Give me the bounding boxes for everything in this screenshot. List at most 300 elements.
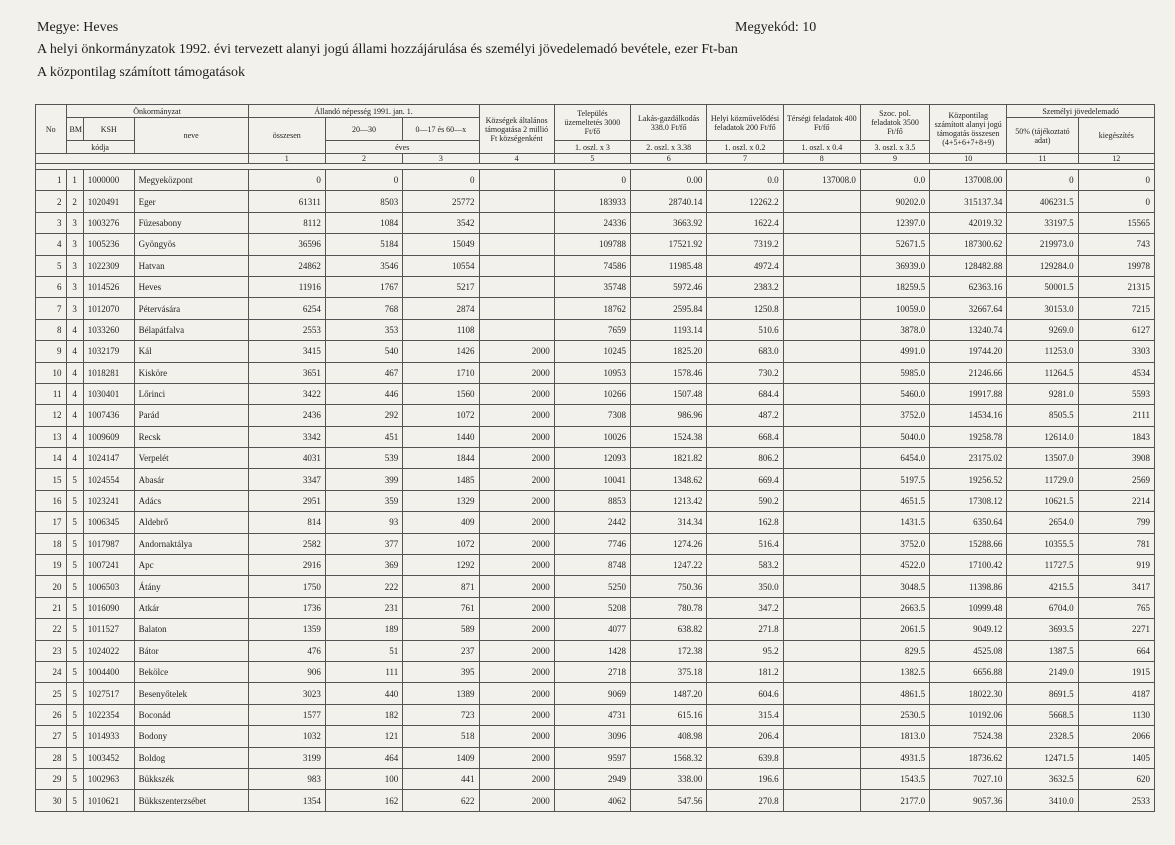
cell-kiegeszites: 3908 bbox=[1078, 448, 1154, 469]
cell-lakas: 1487.20 bbox=[631, 683, 707, 704]
cell-age-20-30: 100 bbox=[325, 768, 402, 789]
cell-lakas: 5972.46 bbox=[631, 276, 707, 297]
cell-tersegi bbox=[783, 490, 860, 511]
cell-tersegi bbox=[783, 640, 860, 661]
cell-no: 27 bbox=[36, 726, 67, 747]
cell-age-0-17: 1072 bbox=[403, 405, 479, 426]
col-lakas-header: Lakás-gazdálkodás 338.0 Ft/fő bbox=[631, 105, 707, 141]
cell-ksh: 1006503 bbox=[83, 576, 134, 597]
cell-helyi: 1250.8 bbox=[707, 298, 783, 319]
table-row bbox=[36, 234, 1155, 255]
cell-szoc: 4861.5 bbox=[860, 683, 929, 704]
cell-kiegeszites: 781 bbox=[1078, 533, 1154, 554]
cell-szja-50: 11253.0 bbox=[1007, 341, 1078, 362]
cell-age-0-17: 441 bbox=[403, 768, 479, 789]
cell-tersegi bbox=[783, 426, 860, 447]
cell-telepules: 2949 bbox=[554, 768, 630, 789]
cell-kiegeszites: 4534 bbox=[1078, 362, 1154, 383]
cell-kiegeszites: 3303 bbox=[1078, 341, 1154, 362]
cell-age-0-17: 1292 bbox=[403, 555, 479, 576]
cell-lakas: 375.18 bbox=[631, 661, 707, 682]
cell-bm: 2 bbox=[66, 191, 83, 212]
cell-osszesen: 983 bbox=[248, 768, 325, 789]
cell-ksh: 1023241 bbox=[83, 490, 134, 511]
cell-ksh: 1027517 bbox=[83, 683, 134, 704]
cell-tersegi bbox=[783, 576, 860, 597]
cell-helyi: 206.4 bbox=[707, 726, 783, 747]
cell-szja-50: 2149.0 bbox=[1007, 661, 1078, 682]
cell-tersegi bbox=[783, 469, 860, 490]
cell-name: Apc bbox=[134, 555, 248, 576]
cell-kiegeszites: 15565 bbox=[1078, 212, 1154, 233]
cell-lakas: 3663.92 bbox=[631, 212, 707, 233]
cell-ksh: 1024147 bbox=[83, 448, 134, 469]
col-lakas-sub: 2. oszl. x 3.38 bbox=[631, 141, 707, 154]
cell-age-20-30: 231 bbox=[325, 597, 402, 618]
cell-szoc: 1543.5 bbox=[860, 768, 929, 789]
cell-age-20-30: 111 bbox=[325, 661, 402, 682]
cell-name: Boldog bbox=[134, 747, 248, 768]
cell-telepules: 9597 bbox=[554, 747, 630, 768]
cell-telepules: 109788 bbox=[554, 234, 630, 255]
data-table-wrapper bbox=[35, 104, 1155, 812]
table-row bbox=[36, 255, 1155, 276]
cell-helyi: 2383.2 bbox=[707, 276, 783, 297]
cell-helyi: 271.8 bbox=[707, 619, 783, 640]
cell-kozpontilag: 18736.62 bbox=[930, 747, 1007, 768]
cell-no: 25 bbox=[36, 683, 67, 704]
cell-szoc: 4651.5 bbox=[860, 490, 929, 511]
cell-bm: 4 bbox=[66, 405, 83, 426]
cell-bm: 5 bbox=[66, 661, 83, 682]
cell-age-0-17: 395 bbox=[403, 661, 479, 682]
cell-kozsegek: 2000 bbox=[479, 747, 554, 768]
cell-kozpontilag: 187300.62 bbox=[930, 234, 1007, 255]
column-number: 1 bbox=[248, 154, 325, 164]
cell-lakas: 1274.26 bbox=[631, 533, 707, 554]
cell-name: Adács bbox=[134, 490, 248, 511]
cell-name: Pétervására bbox=[134, 298, 248, 319]
cell-age-20-30: 1084 bbox=[325, 212, 402, 233]
cell-osszesen: 3651 bbox=[248, 362, 325, 383]
cell-helyi: 669.4 bbox=[707, 469, 783, 490]
cell-telepules: 4077 bbox=[554, 619, 630, 640]
cell-helyi: 95.2 bbox=[707, 640, 783, 661]
cell-kozsegek bbox=[479, 170, 554, 191]
cell-telepules: 7308 bbox=[554, 405, 630, 426]
cell-no: 22 bbox=[36, 619, 67, 640]
cell-szja-50: 5668.5 bbox=[1007, 704, 1078, 725]
cell-helyi: 350.0 bbox=[707, 576, 783, 597]
cell-ksh: 1000000 bbox=[83, 170, 134, 191]
cell-ksh: 1014526 bbox=[83, 276, 134, 297]
table-row bbox=[36, 362, 1155, 383]
cell-helyi: 270.8 bbox=[707, 790, 783, 811]
cell-name: Heves bbox=[134, 276, 248, 297]
cell-name: Bekölce bbox=[134, 661, 248, 682]
cell-bm: 4 bbox=[66, 362, 83, 383]
cell-osszesen: 1750 bbox=[248, 576, 325, 597]
cell-tersegi bbox=[783, 512, 860, 533]
column-number: 3 bbox=[403, 154, 479, 164]
table-header bbox=[36, 105, 1155, 164]
cell-helyi: 0.0 bbox=[707, 170, 783, 191]
cell-name: Bátor bbox=[134, 640, 248, 661]
cell-age-0-17: 1440 bbox=[403, 426, 479, 447]
cell-age-0-17: 871 bbox=[403, 576, 479, 597]
cell-helyi: 684.4 bbox=[707, 383, 783, 404]
cell-helyi: 4972.4 bbox=[707, 255, 783, 276]
cell-kiegeszites: 19978 bbox=[1078, 255, 1154, 276]
cell-szoc: 36939.0 bbox=[860, 255, 929, 276]
cell-kozsegek: 2000 bbox=[479, 448, 554, 469]
cell-kozpontilag: 17308.12 bbox=[930, 490, 1007, 511]
table-row bbox=[36, 212, 1155, 233]
cell-no: 1 bbox=[36, 170, 67, 191]
cell-osszesen: 3199 bbox=[248, 747, 325, 768]
cell-age-0-17: 1072 bbox=[403, 533, 479, 554]
cell-age-0-17: 1710 bbox=[403, 362, 479, 383]
cell-tersegi bbox=[783, 255, 860, 276]
county-code-label: Megyekód: 10 bbox=[735, 20, 817, 35]
cell-age-0-17: 1560 bbox=[403, 383, 479, 404]
table-row bbox=[36, 768, 1155, 789]
cell-telepules: 5250 bbox=[554, 576, 630, 597]
cell-age-20-30: 768 bbox=[325, 298, 402, 319]
cell-tersegi bbox=[783, 362, 860, 383]
col-ksh-header: KSH bbox=[83, 118, 134, 141]
cell-name: Bélapátfalva bbox=[134, 319, 248, 340]
cell-kozsegek: 2000 bbox=[479, 576, 554, 597]
column-number: 6 bbox=[631, 154, 707, 164]
cell-telepules: 10266 bbox=[554, 383, 630, 404]
cell-osszesen: 814 bbox=[248, 512, 325, 533]
cell-osszesen: 476 bbox=[248, 640, 325, 661]
cell-szja-50: 3410.0 bbox=[1007, 790, 1078, 811]
cell-lakas: 986.96 bbox=[631, 405, 707, 426]
col-szoc-sub: 3. oszl. x 3.5 bbox=[860, 141, 929, 154]
cell-osszesen: 2553 bbox=[248, 319, 325, 340]
cell-kiegeszites: 1843 bbox=[1078, 426, 1154, 447]
cell-bm: 4 bbox=[66, 383, 83, 404]
cell-szoc: 5040.0 bbox=[860, 426, 929, 447]
col-telepules-header: Település üzemeltetés 3000 Ft/fő bbox=[554, 105, 630, 141]
cell-lakas: 408.98 bbox=[631, 726, 707, 747]
cell-ksh: 1018281 bbox=[83, 362, 134, 383]
cell-tersegi bbox=[783, 341, 860, 362]
cell-kozsegek: 2000 bbox=[479, 683, 554, 704]
cell-szoc: 5197.5 bbox=[860, 469, 929, 490]
cell-szoc: 5985.0 bbox=[860, 362, 929, 383]
cell-ksh: 1004400 bbox=[83, 661, 134, 682]
cell-ksh: 1007241 bbox=[83, 555, 134, 576]
cell-lakas: 750.36 bbox=[631, 576, 707, 597]
cell-osszesen: 2916 bbox=[248, 555, 325, 576]
cell-bm: 3 bbox=[66, 234, 83, 255]
cell-age-20-30: 539 bbox=[325, 448, 402, 469]
cell-no: 4 bbox=[36, 234, 67, 255]
cell-no: 2 bbox=[36, 191, 67, 212]
cell-name: Megyeközpont bbox=[134, 170, 248, 191]
cell-osszesen: 3422 bbox=[248, 383, 325, 404]
cell-no: 13 bbox=[36, 426, 67, 447]
cell-tersegi bbox=[783, 661, 860, 682]
cell-osszesen: 0 bbox=[248, 170, 325, 191]
cell-helyi: 806.2 bbox=[707, 448, 783, 469]
cell-no: 17 bbox=[36, 512, 67, 533]
cell-name: Kisköre bbox=[134, 362, 248, 383]
cell-kozsegek: 2000 bbox=[479, 405, 554, 426]
cell-bm: 5 bbox=[66, 726, 83, 747]
cell-szja-50: 3632.5 bbox=[1007, 768, 1078, 789]
cell-bm: 5 bbox=[66, 533, 83, 554]
cell-age-20-30: 369 bbox=[325, 555, 402, 576]
cell-kozsegek: 2000 bbox=[479, 619, 554, 640]
cell-tersegi bbox=[783, 191, 860, 212]
cell-helyi: 315.4 bbox=[707, 704, 783, 725]
cell-lakas: 1524.38 bbox=[631, 426, 707, 447]
cell-lakas: 780.78 bbox=[631, 597, 707, 618]
cell-lakas: 28740.14 bbox=[631, 191, 707, 212]
cell-helyi: 516.4 bbox=[707, 533, 783, 554]
column-number: 7 bbox=[707, 154, 783, 164]
cell-age-0-17: 1329 bbox=[403, 490, 479, 511]
cell-osszesen: 3342 bbox=[248, 426, 325, 447]
cell-age-20-30: 399 bbox=[325, 469, 402, 490]
cell-tersegi bbox=[783, 726, 860, 747]
cell-tersegi bbox=[783, 234, 860, 255]
table-row bbox=[36, 405, 1155, 426]
cell-lakas: 11985.48 bbox=[631, 255, 707, 276]
cell-kozpontilag: 62363.16 bbox=[930, 276, 1007, 297]
cell-osszesen: 1359 bbox=[248, 619, 325, 640]
cell-age-0-17: 622 bbox=[403, 790, 479, 811]
cell-age-0-17: 5217 bbox=[403, 276, 479, 297]
cell-telepules: 8853 bbox=[554, 490, 630, 511]
cell-no: 12 bbox=[36, 405, 67, 426]
cell-telepules: 3096 bbox=[554, 726, 630, 747]
cell-szja-50: 11729.0 bbox=[1007, 469, 1078, 490]
cell-szoc: 4522.0 bbox=[860, 555, 929, 576]
cell-szja-50: 0 bbox=[1007, 170, 1078, 191]
col-szoc-header: Szoc. pol. feladatok 3500 Ft/fő bbox=[860, 105, 929, 141]
cell-bm: 3 bbox=[66, 212, 83, 233]
cell-ksh: 1032179 bbox=[83, 341, 134, 362]
cell-kozpontilag: 137008.00 bbox=[930, 170, 1007, 191]
cell-no: 14 bbox=[36, 448, 67, 469]
cell-telepules: 35748 bbox=[554, 276, 630, 297]
cell-no: 26 bbox=[36, 704, 67, 725]
cell-kozpontilag: 19744.20 bbox=[930, 341, 1007, 362]
cell-age-20-30: 93 bbox=[325, 512, 402, 533]
col-tersegi-sub: 1. oszl. x 0.4 bbox=[783, 141, 860, 154]
cell-age-20-30: 182 bbox=[325, 704, 402, 725]
cell-no: 23 bbox=[36, 640, 67, 661]
data-table bbox=[35, 104, 1155, 812]
cell-tersegi bbox=[783, 298, 860, 319]
cell-age-20-30: 467 bbox=[325, 362, 402, 383]
cell-ksh: 1010621 bbox=[83, 790, 134, 811]
cell-age-20-30: 446 bbox=[325, 383, 402, 404]
cell-tersegi bbox=[783, 383, 860, 404]
cell-name: Atkár bbox=[134, 597, 248, 618]
cell-age-20-30: 0 bbox=[325, 170, 402, 191]
cell-szoc: 90202.0 bbox=[860, 191, 929, 212]
cell-kiegeszites: 5593 bbox=[1078, 383, 1154, 404]
cell-name: Bükkszenterzsébet bbox=[134, 790, 248, 811]
cell-telepules: 74586 bbox=[554, 255, 630, 276]
cell-bm: 5 bbox=[66, 768, 83, 789]
cell-name: Boconád bbox=[134, 704, 248, 725]
cell-telepules: 18762 bbox=[554, 298, 630, 319]
cell-ksh: 1011527 bbox=[83, 619, 134, 640]
cell-lakas: 1348.62 bbox=[631, 469, 707, 490]
table-body bbox=[36, 164, 1155, 812]
cell-ksh: 1002963 bbox=[83, 768, 134, 789]
cell-tersegi bbox=[783, 683, 860, 704]
cell-helyi: 196.6 bbox=[707, 768, 783, 789]
cell-tersegi bbox=[783, 555, 860, 576]
cell-kozpontilag: 10999.48 bbox=[930, 597, 1007, 618]
cell-lakas: 1507.48 bbox=[631, 383, 707, 404]
cell-telepules: 2718 bbox=[554, 661, 630, 682]
cell-ksh: 1017987 bbox=[83, 533, 134, 554]
cell-bm: 4 bbox=[66, 319, 83, 340]
cell-szja-50: 11727.5 bbox=[1007, 555, 1078, 576]
column-number: 10 bbox=[930, 154, 1007, 164]
cell-ksh: 1003452 bbox=[83, 747, 134, 768]
cell-helyi: 181.2 bbox=[707, 661, 783, 682]
cell-kozsegek: 2000 bbox=[479, 704, 554, 725]
cell-szoc: 18259.5 bbox=[860, 276, 929, 297]
cell-no: 9 bbox=[36, 341, 67, 362]
cell-kozsegek bbox=[479, 298, 554, 319]
col-onkormanyzat-header: Önkormányzat bbox=[66, 105, 248, 118]
cell-name: Parád bbox=[134, 405, 248, 426]
cell-osszesen: 2582 bbox=[248, 533, 325, 554]
col-no-header: No bbox=[36, 105, 67, 154]
cell-szja-50: 2328.5 bbox=[1007, 726, 1078, 747]
table-row bbox=[36, 512, 1155, 533]
cell-kozpontilag: 42019.32 bbox=[930, 212, 1007, 233]
cell-kozsegek: 2000 bbox=[479, 469, 554, 490]
cell-bm: 5 bbox=[66, 790, 83, 811]
cell-age-0-17: 2874 bbox=[403, 298, 479, 319]
table-row bbox=[36, 448, 1155, 469]
cell-telepules: 0 bbox=[554, 170, 630, 191]
cell-helyi: 590.2 bbox=[707, 490, 783, 511]
cell-szoc: 3878.0 bbox=[860, 319, 929, 340]
col-helyi-header: Helyi közművelődési feladatok 200 Ft/fő bbox=[707, 105, 783, 141]
cell-szja-50: 9281.0 bbox=[1007, 383, 1078, 404]
cell-telepules: 12093 bbox=[554, 448, 630, 469]
cell-kozsegek: 2000 bbox=[479, 341, 554, 362]
cell-kiegeszites: 0 bbox=[1078, 191, 1154, 212]
cell-telepules: 8748 bbox=[554, 555, 630, 576]
cell-bm: 5 bbox=[66, 619, 83, 640]
cell-kozpontilag: 19256.52 bbox=[930, 469, 1007, 490]
cell-age-0-17: 518 bbox=[403, 726, 479, 747]
cell-age-20-30: 222 bbox=[325, 576, 402, 597]
cell-name: Hatvan bbox=[134, 255, 248, 276]
cell-ksh: 1012070 bbox=[83, 298, 134, 319]
cell-kozsegek: 2000 bbox=[479, 640, 554, 661]
cell-telepules: 7746 bbox=[554, 533, 630, 554]
cell-age-0-17: 723 bbox=[403, 704, 479, 725]
col-eves-header: éves bbox=[325, 141, 479, 154]
cell-szja-50: 50001.5 bbox=[1007, 276, 1078, 297]
cell-name: Füzesabony bbox=[134, 212, 248, 233]
cell-lakas: 1193.14 bbox=[631, 319, 707, 340]
cell-szoc: 3752.0 bbox=[860, 405, 929, 426]
document-title: A helyi önkormányzatok 1992. évi tervezett alanyi jogú állami hozzájárulása és személyi jövedelemadó bevétele, ezer Ft-ban bbox=[37, 42, 738, 57]
cell-lakas: 638.82 bbox=[631, 619, 707, 640]
cell-szoc: 4931.5 bbox=[860, 747, 929, 768]
cell-helyi: 730.2 bbox=[707, 362, 783, 383]
table-row bbox=[36, 276, 1155, 297]
cell-telepules: 10041 bbox=[554, 469, 630, 490]
table-row bbox=[36, 640, 1155, 661]
cell-ksh: 1030401 bbox=[83, 383, 134, 404]
column-number: 8 bbox=[783, 154, 860, 164]
cell-kiegeszites: 2569 bbox=[1078, 469, 1154, 490]
cell-kozsegek: 2000 bbox=[479, 555, 554, 576]
cell-tersegi bbox=[783, 533, 860, 554]
cell-age-0-17: 1108 bbox=[403, 319, 479, 340]
cell-no: 20 bbox=[36, 576, 67, 597]
cell-szja-50: 8691.5 bbox=[1007, 683, 1078, 704]
cell-telepules: 24336 bbox=[554, 212, 630, 233]
column-number-row bbox=[36, 154, 1155, 164]
cell-lakas: 1578.46 bbox=[631, 362, 707, 383]
cell-name: Bodony bbox=[134, 726, 248, 747]
cell-tersegi bbox=[783, 319, 860, 340]
col-kozsegek-header: Községek általános támogatása 2 millió Ft községenként bbox=[479, 105, 554, 154]
cell-age-20-30: 377 bbox=[325, 533, 402, 554]
cell-name: Átány bbox=[134, 576, 248, 597]
cell-kozpontilag: 4525.08 bbox=[930, 640, 1007, 661]
cell-age-20-30: 162 bbox=[325, 790, 402, 811]
cell-tersegi bbox=[783, 212, 860, 233]
cell-szja-50: 3693.5 bbox=[1007, 619, 1078, 640]
table-row bbox=[36, 319, 1155, 340]
cell-osszesen: 8112 bbox=[248, 212, 325, 233]
cell-szja-50: 2654.0 bbox=[1007, 512, 1078, 533]
cell-helyi: 487.2 bbox=[707, 405, 783, 426]
cell-szoc: 3752.0 bbox=[860, 533, 929, 554]
table-row bbox=[36, 298, 1155, 319]
cell-bm: 4 bbox=[66, 341, 83, 362]
cell-helyi: 668.4 bbox=[707, 426, 783, 447]
cell-no: 7 bbox=[36, 298, 67, 319]
cell-kozsegek: 2000 bbox=[479, 597, 554, 618]
cell-lakas: 2595.84 bbox=[631, 298, 707, 319]
cell-osszesen: 3023 bbox=[248, 683, 325, 704]
cell-szoc: 2061.5 bbox=[860, 619, 929, 640]
cell-no: 29 bbox=[36, 768, 67, 789]
cell-telepules: 10245 bbox=[554, 341, 630, 362]
cell-helyi: 7319.2 bbox=[707, 234, 783, 255]
col-age-20-30-header: 20—30 bbox=[325, 118, 402, 141]
cell-age-20-30: 451 bbox=[325, 426, 402, 447]
cell-age-0-17: 25772 bbox=[403, 191, 479, 212]
table-row bbox=[36, 533, 1155, 554]
cell-osszesen: 61311 bbox=[248, 191, 325, 212]
cell-age-0-17: 237 bbox=[403, 640, 479, 661]
cell-no: 10 bbox=[36, 362, 67, 383]
cell-lakas: 547.56 bbox=[631, 790, 707, 811]
cell-lakas: 1825.20 bbox=[631, 341, 707, 362]
